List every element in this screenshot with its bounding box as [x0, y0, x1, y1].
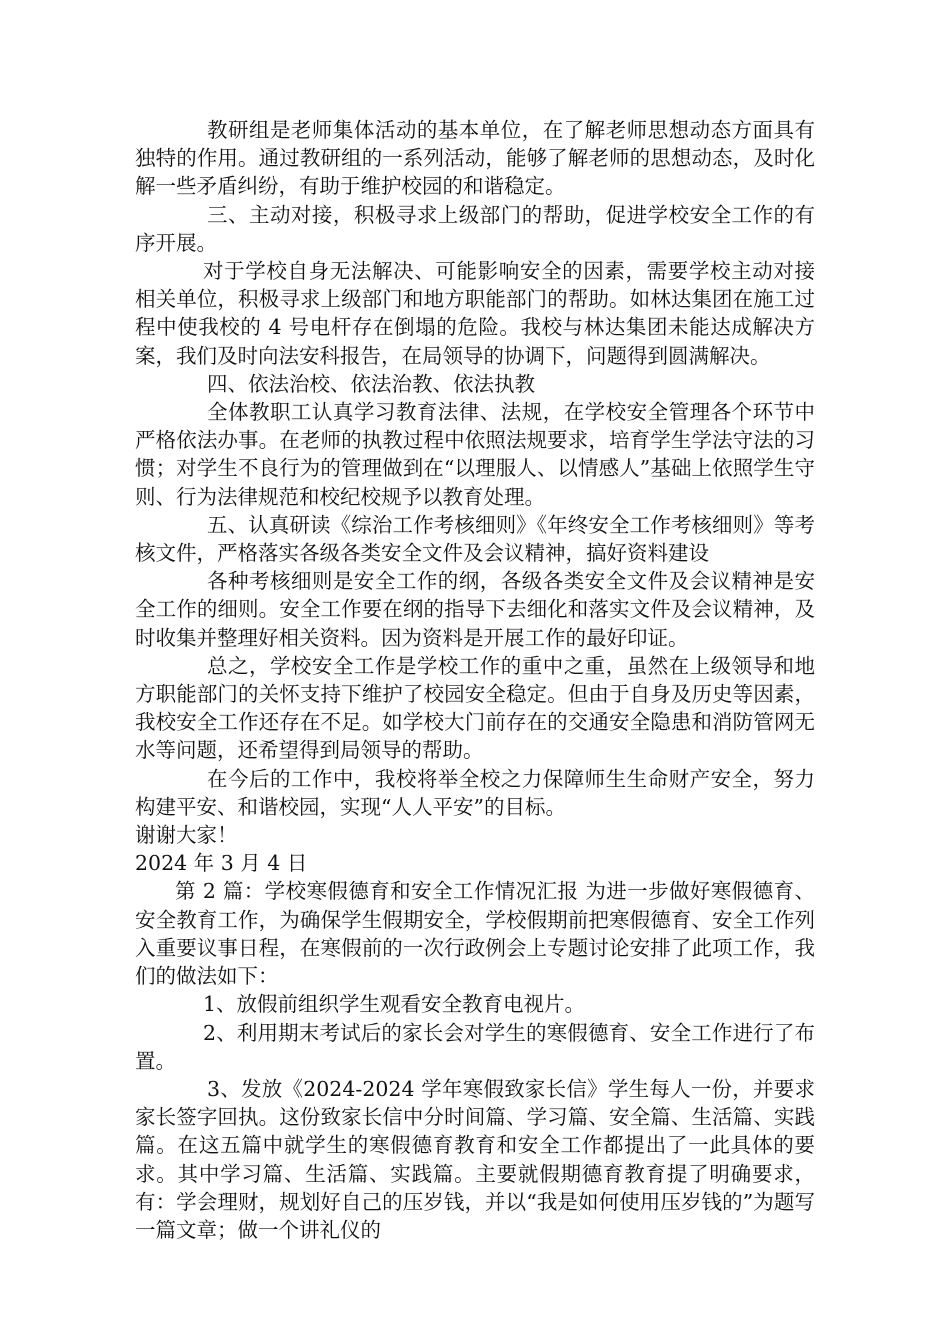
paragraph-law-education: 全体教职工认真学习教育法律、法规，在学校安全管理各个环节中严格依法办事。在老师的执教过程中依照法规要求，培育学生学法守法的习惯；对学生不良行为的管理做到在“以理服人、以情感人”基础上依照学生守则、行为法律规范和校纪校规予以教育处理。 — [135, 400, 815, 509]
section-heading-4: 四、依法治校、依法治教、依法执教 — [207, 371, 535, 396]
article-2-intro: 第 2 篇：学校寒假德育和安全工作情况汇报 为进一步做好寒假德育、安全教育工作，为确保学生假期安全，学校假期前把寒假德育、安全工作列入重要议事日程，在寒假前的一次行政例会上专题讨论安排了此项工作，我们的做法如下： — [135, 879, 815, 989]
paragraph-teaching-group: 教研组是老师集体活动的基本单位，在了解老师思想动态方面具有独特的作用。通过教研组的一系列活动，能够了解老师的思想动态，及时化解一些矛盾纠纷，有助于维护校园的和谐稳定。 — [135, 118, 815, 199]
date-line: 2024 年 3 月 4 日 — [135, 851, 308, 876]
paragraph-future-work: 在今后的工作中，我校将举全校之力保障师生生命财产安全，努力构建平安、和谐校园，实现“人人平安”的目标。 — [135, 766, 815, 819]
thanks-line: 谢谢大家！ — [135, 823, 238, 848]
list-item-2: 2、利用期末考试后的家长会对学生的寒假德育、安全工作进行了布置。 — [135, 1020, 815, 1073]
section-heading-5: 五、认真研读《综治工作考核细则》《年终安全工作考核细则》等考核文件，严格落实各级各类安全文件及会议精神，搞好资料建设 — [135, 512, 815, 566]
list-item-1: 1、放假前组织学生观看安全教育电视片。 — [203, 992, 586, 1017]
section-heading-3: 三、主动对接，积极寻求上级部门的帮助，促进学校安全工作的有序开展。 — [135, 202, 815, 255]
paragraph-external-help: 对于学校自身无法解决、可能影响安全的因素，需要学校主动对接相关单位，积极寻求上级部门和地方职能部门的帮助。如林达集团在施工过程中使我校的 4 号电杆存在倒塌的危险。我校与林达集团未能达成解决方案，我们及时向法安科报告，在局领导的协调下，问题得到圆满解决。 — [135, 259, 815, 368]
paragraph-summary: 总之，学校安全工作是学校工作的重中之重，虽然在上级领导和地方职能部门的关怀支持下维护了校园安全稳定。但由于自身及历史等因素，我校安全工作还存在不足。如学校大门前存在的交通安全隐患和消防管网无水等问题，还希望得到局领导的帮助。 — [135, 653, 815, 763]
document-body — [135, 116, 815, 1244]
paragraph-assessment-rules: 各种考核细则是安全工作的纲，各级各类安全文件及会议精神是安全工作的细则。安全工作要在纲的指导下去细化和落实文件及会议精神，及时收集并整理好相关资料。因为资料是开展工作的最好印证。 — [135, 569, 815, 650]
list-item-3: 3、发放《2024-2024 学年寒假致家长信》学生每人一份，并要求家长签字回执。这份致家长信中分时间篇、学习篇、安全篇、生活篇、实践篇。在这五篇中就学生的寒假德育教育和安全工作都提出了一此具体的要求。其中学习篇、生活篇、实践篇。主要就假期德育教育提了明确要求，有：学会理财，规划好自己的压岁钱，并以“我是如何使用压岁钱的”为题写一篇文章；做一个讲礼仪的 — [135, 1076, 815, 1242]
